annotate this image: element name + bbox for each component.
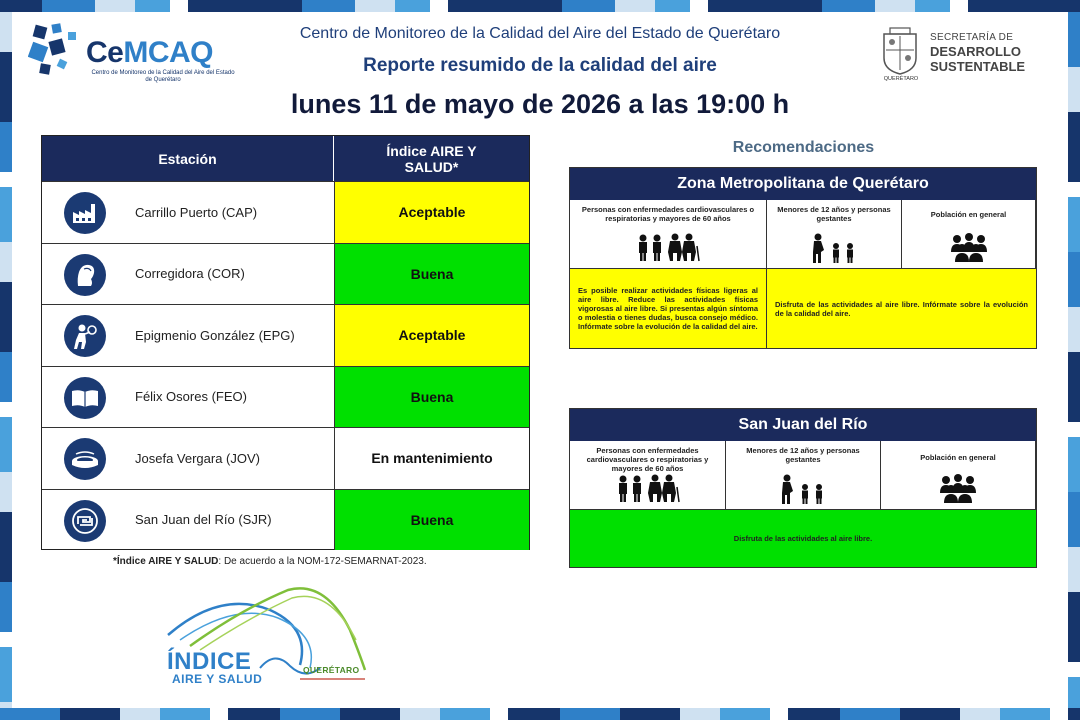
group-children [767,200,902,268]
recommendation-text-all: Disfruta de las actividades al aire libre. [570,509,1036,567]
profile-head-icon [64,254,106,296]
group-label: Población en general [930,210,1007,219]
zone-card-sjr [569,408,1037,568]
station-name: Josefa Vergara (JOV) [135,450,260,466]
sds-logo [876,26,1051,86]
fret-pattern-icon [64,500,106,542]
table-row [42,427,529,489]
stadium-icon [64,438,106,480]
seal-caption: QUERÉTARO [883,76,919,82]
zone-card-zmq [569,167,1037,349]
elderly-people-icon [570,473,725,503]
group-label: Menores de 12 años y personas gestantes [746,446,860,464]
decorative-frame-right [1068,12,1080,708]
group-label: Personas con enfermedades cardiovasculares o respiratorias y mayores de 60 años [581,205,755,223]
column-header-index: Índice AIRE Y SALUD* [386,142,477,175]
open-book-icon [64,377,106,419]
recommendation-text-general: Disfruta de las actividades al aire libre. Infórmate sobre la evolución de la calidad del aire. [767,268,1036,348]
zone-title: San Juan del Río [570,409,1036,441]
recommendations-title: Recomendaciones [732,139,875,156]
station-name: Félix Osores (FEO) [135,389,247,404]
crowd-icon [902,232,1035,262]
indice-region: QUERÉTARO [303,665,360,675]
table-row [42,304,529,366]
factory-icon [64,192,106,234]
table-row [42,366,529,428]
stations-table [41,135,530,550]
group-label: Población en general [920,453,996,462]
group-label: Menores de 12 años y personas gestantes [777,205,891,223]
station-name: San Juan del Río (SJR) [135,512,272,527]
sds-line-2: DESARROLLO [930,44,1021,59]
station-index-value: En mantenimiento [334,428,529,489]
group-sensitive [570,441,726,509]
report-date: lunes 11 de mayo de 2026 a las 19:00 h [290,89,790,119]
station-name: Corregidora (COR) [135,266,245,281]
group-general [902,200,1036,268]
decorative-frame-bottom [0,708,1080,720]
station-name: Epigmenio González (EPG) [135,327,295,343]
family-icon [767,232,901,262]
table-row [42,181,529,243]
cemcaq-subtitle: Centro de Monitoreo de la Calidad del Aire del Estado de Querétaro [91,70,235,83]
group-general [881,441,1036,509]
station-index-value: Buena [334,367,529,428]
cemcaq-wordmark: CeMCAQ [86,36,214,69]
crowd-icon [881,473,1035,503]
zone-title: Zona Metropolitana de Querétaro [570,168,1036,200]
cemcaq-logo [28,20,238,82]
report-title: Reporte resumido de la calidad del aire [363,55,717,76]
group-sensitive [570,200,767,268]
station-index-value: Aceptable [334,182,529,243]
indice-wordmark: ÍNDICE [167,648,252,675]
station-name: Carrillo Puerto (CAP) [135,204,258,220]
sds-line-3: SUSTENTABLE [930,59,1026,74]
station-index-value: Aceptable [334,305,529,366]
indice-aire-salud-logo [160,580,375,690]
elderly-people-icon [570,232,766,262]
column-header-station: Estación [42,136,334,181]
decorative-frame-left [0,12,12,708]
worker-icon [64,315,106,357]
indice-subtitle: AIRE Y SALUD [172,672,263,686]
station-index-value: Buena [334,490,529,551]
decorative-frame-top [0,0,1080,12]
table-row [42,243,529,305]
family-icon [726,473,880,503]
group-children [726,441,881,509]
recommendation-text-sensitive: Es posible realizar actividades físicas ligeras al aire libre. Reduce las actividades físicas vigorosas al aire libre. Si presentas algún síntoma o molestia o tienes dudas, busca consejo médico. Infórmate sobre la evolución de la calidad del aire. [570,268,767,348]
sds-line-1: SECRETARÍA DE [930,32,1014,43]
table-row [42,489,529,551]
stations-table-header [42,136,529,181]
cemcaq-squares-icon [28,20,90,82]
station-index-value: Buena [334,244,529,305]
header-org-name: Centro de Monitoreo de la Calidad del Aire del Estado de Querétaro [299,25,781,42]
index-footnote: *Índice AIRE Y SALUD: De acuerdo a la NOM-172-SEMARNAT-2023. [113,556,427,567]
group-label: Personas con enfermedades cardiovasculares o respiratorias y mayores de 60 años [586,446,709,473]
